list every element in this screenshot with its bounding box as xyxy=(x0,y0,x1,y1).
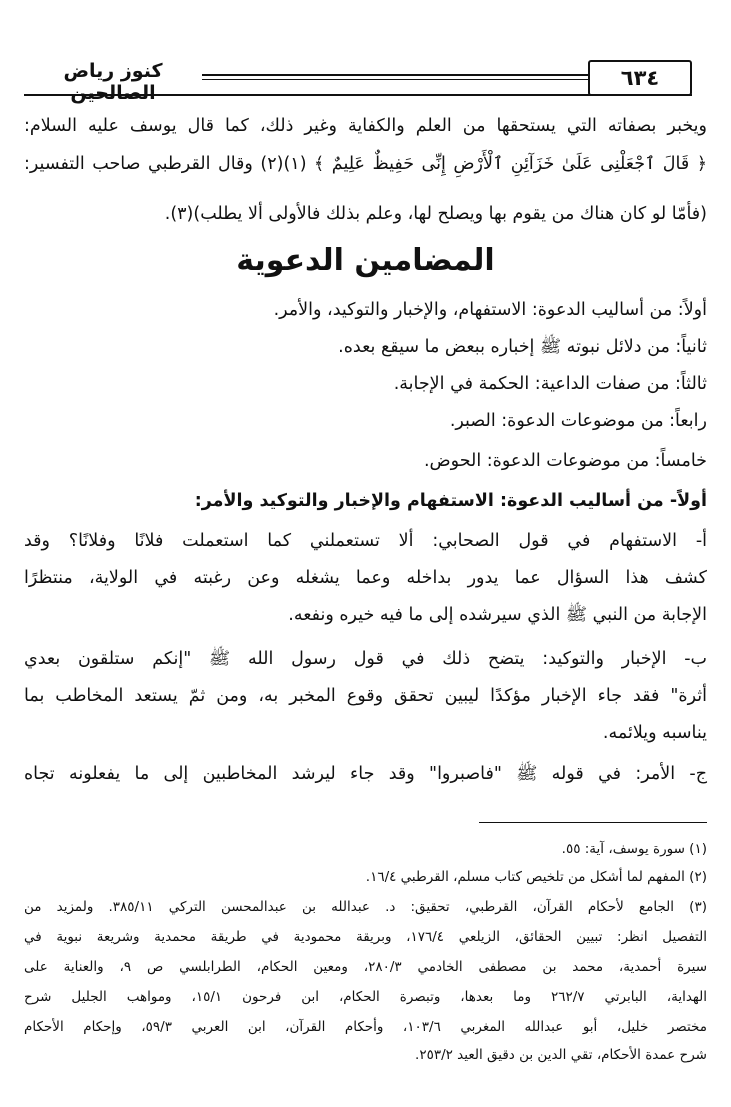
body-line: ج- الأمر: في قوله ﷺ "فاصبروا" وقد جاء ليرشد المخاطبين إلى ما يفعلونه تجاه xyxy=(24,764,707,784)
footnote-continued: سيرة أحمدية، محمد بن مصطفى الخادمي ٢٨٠/٣، ومعين الحكام، الطرابلسي ص ٩، والعناية على xyxy=(24,959,708,975)
page-header xyxy=(24,54,710,104)
footnote: (١) سورة يوسف، آية: ٥٥. xyxy=(561,841,707,857)
footnote-rule xyxy=(479,822,707,823)
body-line: كشف هذا السؤال عما يدور بداخله وعما يشغله وعن رغبته في الولاية، منتظرًا xyxy=(24,568,707,588)
body-line: يناسبه ويلائمه. xyxy=(602,723,707,743)
footnote-continued: شرح عمدة الأحكام، تقي الدين بن دقيق العيد ٢٥٣/٢. xyxy=(415,1047,707,1063)
point-item: خامساً: من موضوعات الدعوة: الحوض. xyxy=(423,451,707,471)
footnote-continued: الهداية، البابرتي ٢٦٢/٧ وما بعدها، وتبصرة الحكام، ابن فرحون ١٥/١، ومواهب الجليل شرح xyxy=(24,989,707,1005)
point-item: رابعاً: من موضوعات الدعوة: الصبر. xyxy=(449,411,707,431)
section-title: المضامين الدعوية xyxy=(236,243,495,278)
point-item: ثانياً: من دلائل نبوته ﷺ إخباره ببعض ما سيقع بعده. xyxy=(338,337,707,357)
header-rule xyxy=(202,74,588,76)
footnote-continued: مختصر خليل، أبو عبدالله المغربي ١٠٣/٦، وأحكام القرآن، ابن العربي ٥٩/٣، وإحكام الأحكام xyxy=(24,1019,707,1035)
footnote-continued: التفصيل انظر: تبيين الحقائق، الزيلعي ١٧٦/٤، وبريقة محمودية في طريقة محمدية وشريعة نبوية في xyxy=(24,929,707,945)
header-bottom-rule xyxy=(24,94,692,96)
body-line: أ- الاستفهام في قول الصحابي: ألا تستعملني كما استعملت فلانًا وفلانًا؟ وقد xyxy=(24,531,707,551)
body-line: ﴿ قَالَ ٱجْعَلْنِى عَلَىٰ خَزَآئِنِ ٱلْأَرْضِ إِنِّى حَفِيظٌ عَلِيمٌ ﴾ (١)(٢) وقال القرطبي صاحب التفسير: xyxy=(24,154,707,174)
body-line: ب- الإخبار والتوكيد: يتضح ذلك في قول رسول الله ﷺ "إنكم ستلقون بعدي xyxy=(24,649,707,669)
page-number: ٦٣٤ xyxy=(588,60,692,96)
body-line: ويخبر بصفاته التي يستحقها من العلم والكفاية وغير ذلك، كما قال يوسف عليه السلام: xyxy=(24,116,707,136)
body-line: الإجابة من النبي ﷺ الذي سيرشده إلى ما فيه خيره ونفعه. xyxy=(288,605,707,625)
body-line: (فأمّا لو كان هناك من يقوم بها ويصلح لها، وعلم بذلك فالأولى ألا يطلب)(٣). xyxy=(164,204,707,224)
point-item: ثالثاً: من صفات الداعية: الحكمة في الإجابة. xyxy=(393,374,707,394)
header-rule-thin xyxy=(202,79,588,80)
point-item: أولاً: من أساليب الدعوة: الاستفهام، والإخبار والتوكيد، والأمر. xyxy=(273,300,707,320)
footnote: (٣) الجامع لأحكام القرآن، القرطبي، تحقيق: د. عبدالله بن عبدالمحسن التركي ٣٨٥/١١. ولمزيد من xyxy=(24,899,707,915)
subheading: أولاً- من أساليب الدعوة: الاستفهام والإخبار والتوكيد والأمر: xyxy=(194,491,707,511)
book-title: كنوز رياض الصالحين xyxy=(63,60,163,104)
body-line: أثرة" فقد جاء الإخبار مؤكدًا ليبين تحقق وقوع المخبر به، ومن ثمّ يستعد المخاطب بما xyxy=(24,686,707,706)
footnote: (٢) المفهم لما أشكل من تلخيص كتاب مسلم، القرطبي ١٦/٤. xyxy=(365,869,707,885)
